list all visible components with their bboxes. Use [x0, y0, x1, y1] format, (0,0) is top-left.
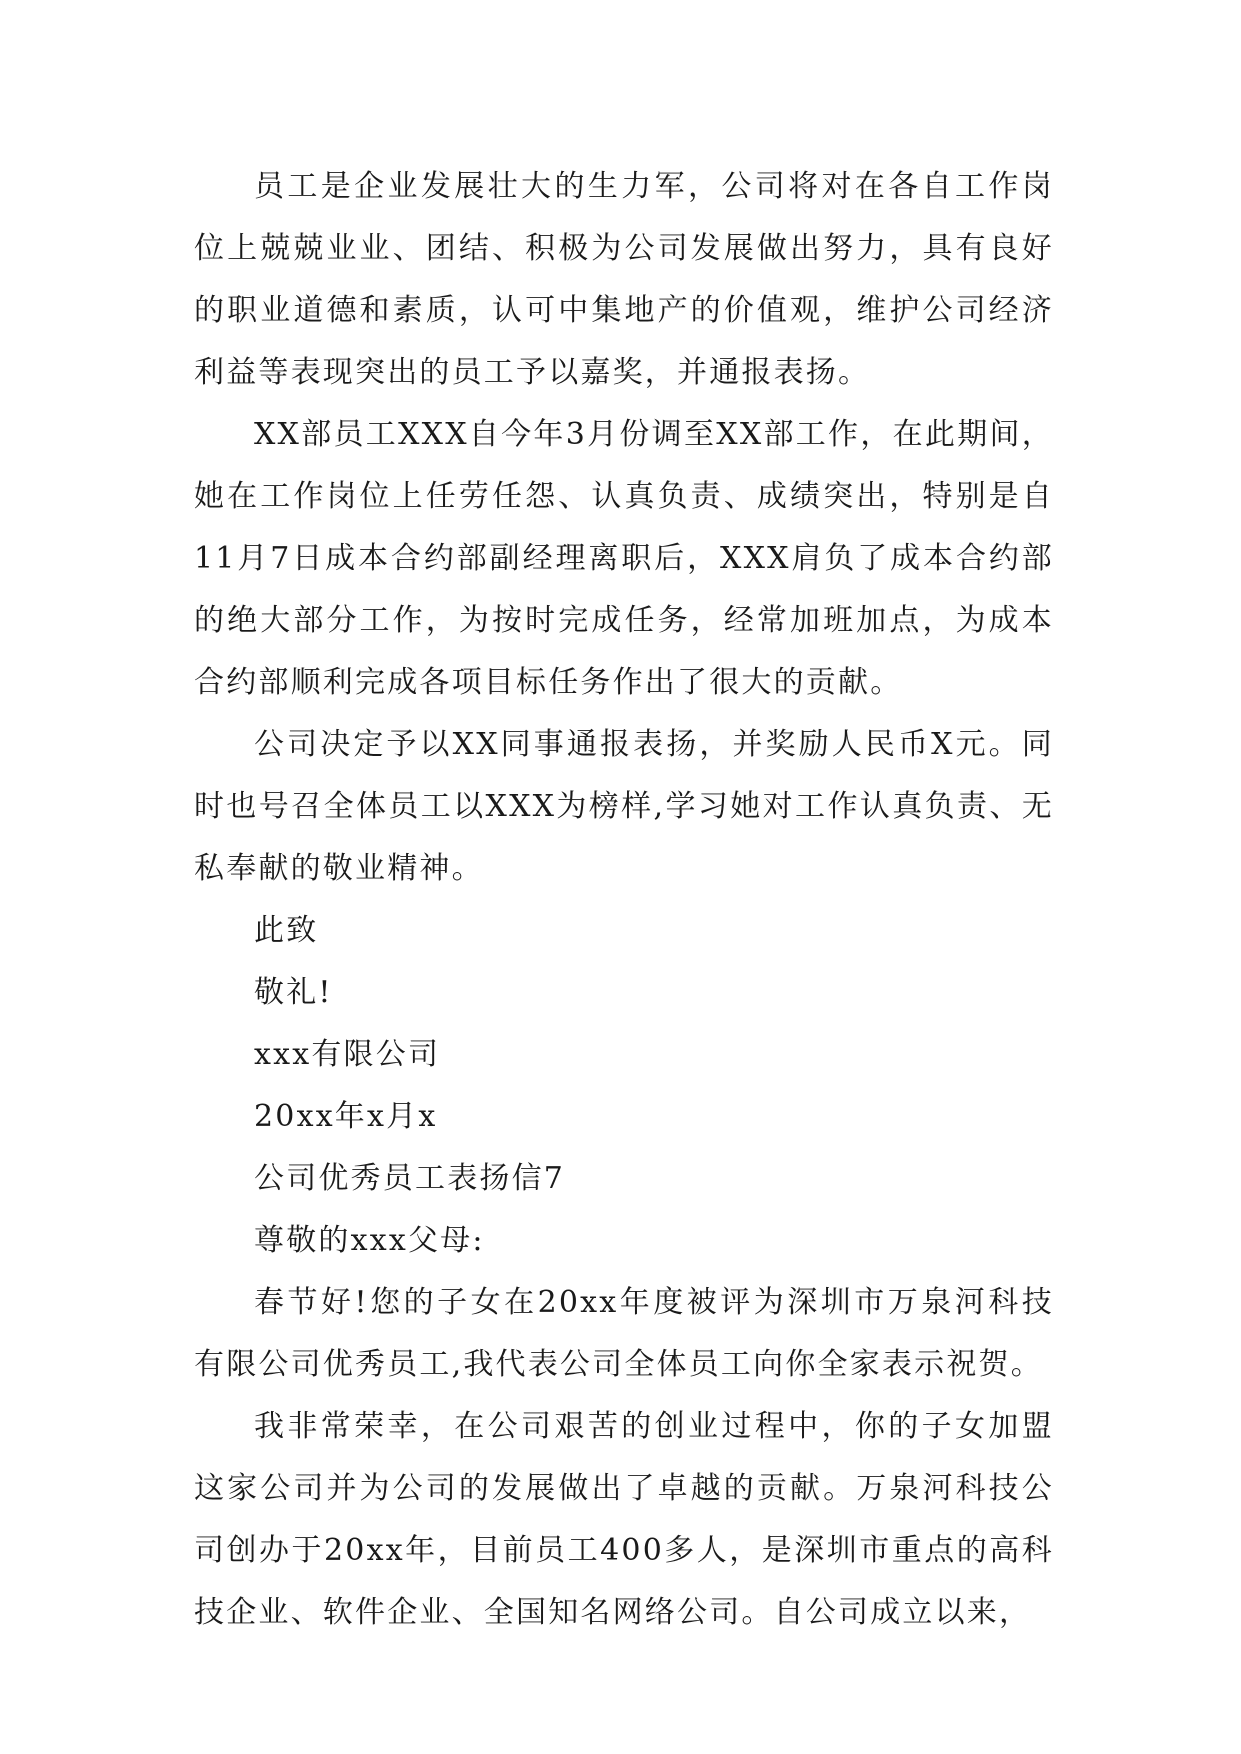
closing-salutation-2: 敬礼!	[254, 975, 333, 1010]
body-paragraph-3: 公司决定予以XX同事通报表扬，并奖励人民币X元。同时也号召全体员工以XXX为榜样,学习她对工作认真负责、无私奉献的敬业精神。	[194, 727, 1054, 886]
next-letter-paragraph-2: 我非常荣幸，在公司艰苦的创业过程中，你的子女加盟这家公司并为公司的发展做出了卓越的贡献。万泉河科技公司创办于20xx年，目前员工400多人，是深圳市重点的高科技企业、软件企业、全国知名网络公司。自公司成立以来，	[194, 1409, 1054, 1630]
next-letter-greeting: 尊敬的xxx父母:	[254, 1223, 485, 1258]
next-letter-title: 公司优秀员工表扬信7	[254, 1161, 566, 1196]
closing-date: 20xx年x月x	[254, 1099, 438, 1134]
body-paragraph-2: XX部员工XXX自今年3月份调至XX部工作，在此期间，她在工作岗位上任劳任怨、认真负责、成绩突出，特别是自11月7日成本合约部副经理离职后，XXX肩负了成本合约部的绝大部分工作，为按时完成任务，经常加班加点，为成本合约部顺利完成各项目标任务作出了很大的贡献。	[194, 417, 1054, 700]
document-body	[194, 156, 1054, 1644]
next-letter-paragraph-1: 春节好!您的子女在20xx年度被评为深圳市万泉河科技有限公司优秀员工,我代表公司全体员工向你全家表示祝贺。	[194, 1285, 1054, 1382]
body-paragraph-1: 员工是企业发展壮大的生力军，公司将对在各自工作岗位上兢兢业业、团结、积极为公司发展做出努力，具有良好的职业道德和素质，认可中集地产的价值观，维护公司经济利益等表现突出的员工予以嘉奖，并通报表扬。	[194, 169, 1054, 390]
closing-company: xxx有限公司	[254, 1037, 441, 1072]
closing-salutation-1: 此致	[254, 913, 319, 948]
